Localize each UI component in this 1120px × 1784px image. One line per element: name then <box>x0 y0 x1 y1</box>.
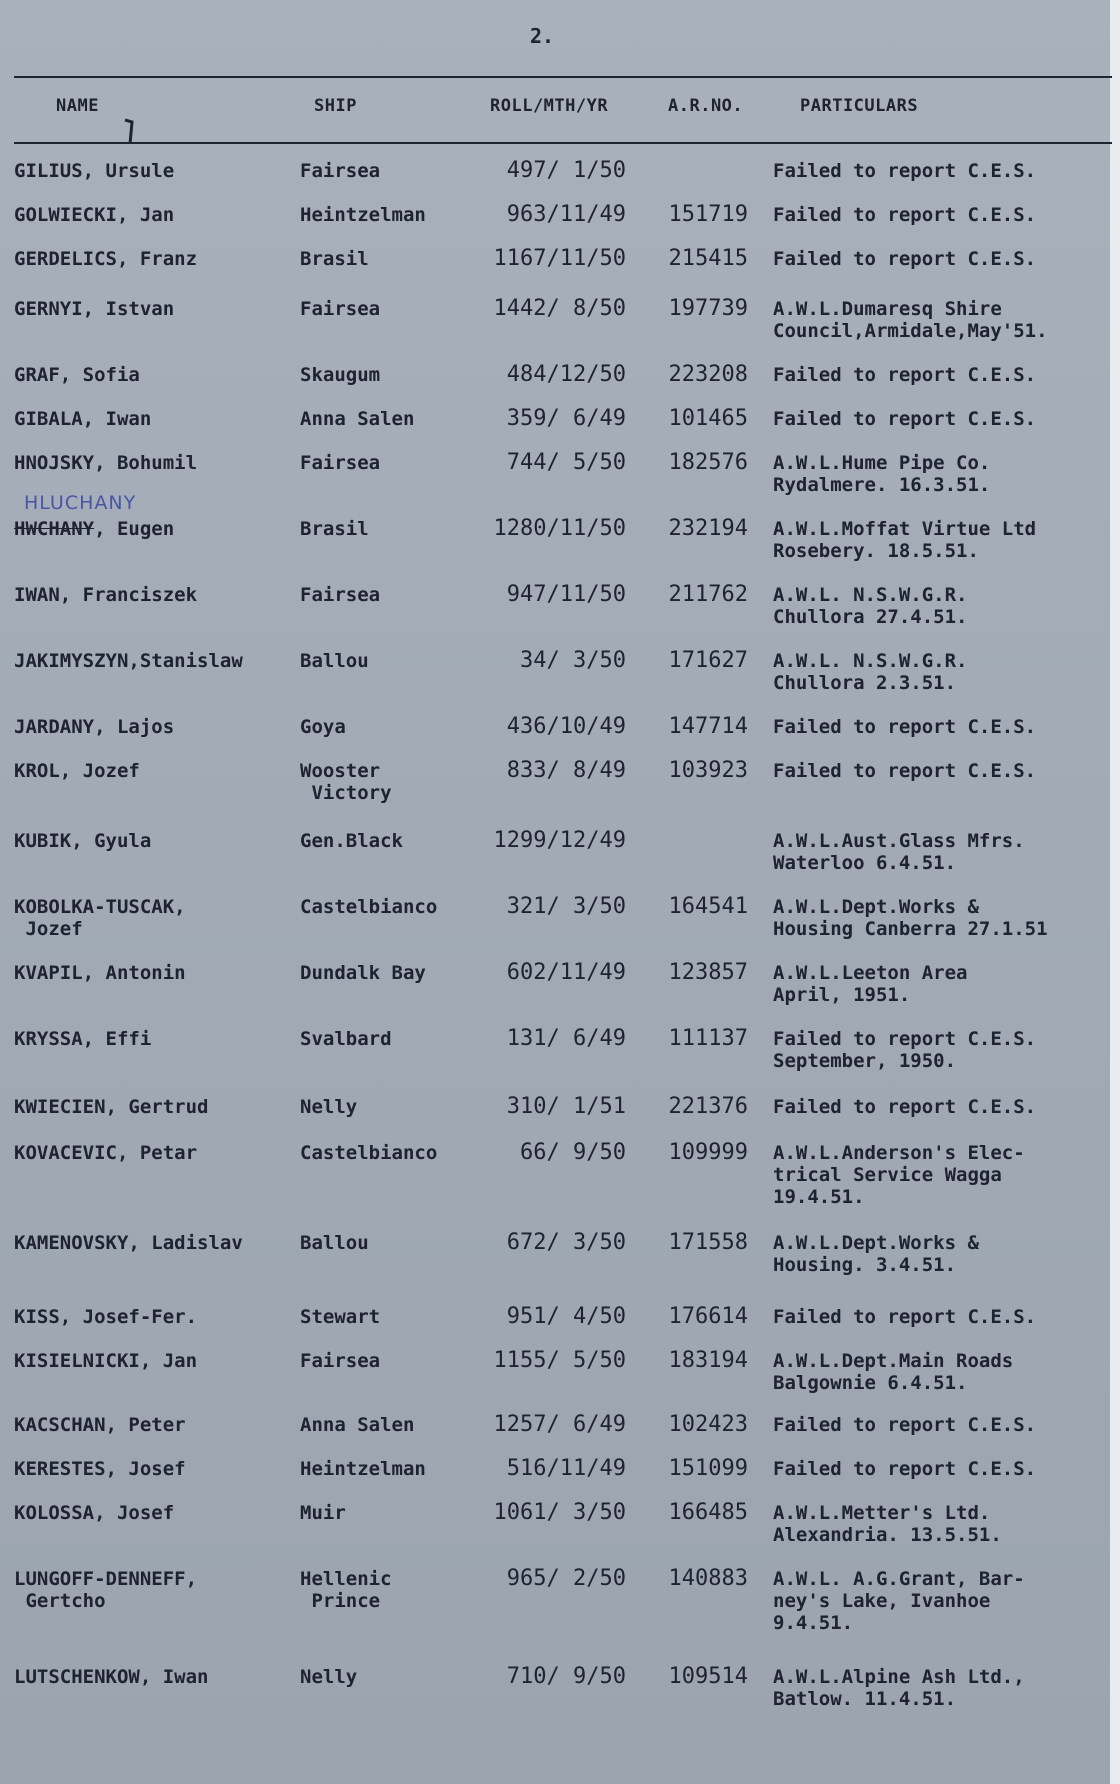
ship-cell: Muir <box>300 1502 346 1524</box>
roll-cell: 1299/12/49 <box>493 828 626 853</box>
name-cell: GERNYI, Istvan <box>14 298 175 320</box>
name-cell: HNOJSKY, Bohumil <box>14 452 198 474</box>
ship-cell: Gen.Black <box>300 830 403 852</box>
name-cell: KOBOLKA-TUSCAK, Jozef <box>14 896 186 940</box>
ship-cell: Brasil <box>300 518 369 540</box>
roll-cell: 1155/ 5/50 <box>493 1348 626 1373</box>
roll-cell: 131/ 6/49 <box>506 1026 626 1051</box>
particulars-cell: A.W.L.Anderson's Elec- trical Service Wagga 19.4.51. <box>773 1142 1025 1208</box>
roll-cell: 1061/ 3/50 <box>493 1500 626 1525</box>
particulars-cell: Failed to report C.E.S. <box>773 716 1037 738</box>
name-cell: KROL, Jozef <box>14 760 140 782</box>
ship-cell: Heintzelman <box>300 204 426 226</box>
ar-number-cell: 166485 <box>668 1500 748 1525</box>
ar-number-cell: 123857 <box>668 960 748 985</box>
particulars-cell: Failed to report C.E.S. <box>773 204 1037 226</box>
ar-number-cell: 176614 <box>668 1304 748 1329</box>
particulars-cell: Failed to report C.E.S. <box>773 1306 1037 1328</box>
roll-cell: 1280/11/50 <box>493 516 626 541</box>
header-ship: SHIP <box>314 96 357 116</box>
name-cell: GILIUS, Ursule <box>14 160 175 182</box>
ar-number-cell: 183194 <box>668 1348 748 1373</box>
header-rule <box>14 142 1112 144</box>
particulars-cell: A.W.L.Dumaresq Shire Council,Armidale,May'51. <box>773 298 1048 342</box>
ar-number-cell: 232194 <box>668 516 748 541</box>
name-cell: KOLOSSA, Josef <box>14 1502 175 1524</box>
name-cell: KAMENOVSKY, Ladislav <box>14 1232 243 1254</box>
roll-cell: 744/ 5/50 <box>506 450 626 475</box>
ar-number-cell: 111137 <box>668 1026 748 1051</box>
ship-cell: Ballou <box>300 650 369 672</box>
ar-number-cell: 109514 <box>668 1664 748 1689</box>
name-cell: KERESTES, Josef <box>14 1458 186 1480</box>
ar-number-cell: 151099 <box>668 1456 748 1481</box>
roll-cell: 66/ 9/50 <box>520 1140 626 1165</box>
particulars-cell: Failed to report C.E.S. <box>773 408 1037 430</box>
particulars-cell: Failed to report C.E.S. <box>773 248 1037 270</box>
particulars-cell: Failed to report C.E.S. September, 1950. <box>773 1028 1037 1072</box>
name-cell: KVAPIL, Antonin <box>14 962 186 984</box>
name-cell: KOVACEVIC, Petar <box>14 1142 198 1164</box>
ship-cell: Wooster Victory <box>300 760 392 804</box>
ar-number-cell: 223208 <box>668 362 748 387</box>
roll-cell: 497/ 1/50 <box>506 158 626 183</box>
roll-cell: 833/ 8/49 <box>506 758 626 783</box>
name-cell: KWIECIEN, Gertrud <box>14 1096 209 1118</box>
particulars-cell: Failed to report C.E.S. <box>773 1458 1037 1480</box>
roll-cell: 516/11/49 <box>506 1456 626 1481</box>
ar-number-cell: 103923 <box>668 758 748 783</box>
name-cell: KACSCHAN, Peter <box>14 1414 186 1436</box>
particulars-cell: Failed to report C.E.S. <box>773 1414 1037 1436</box>
particulars-cell: Failed to report C.E.S. <box>773 364 1037 386</box>
ship-cell: Fairsea <box>300 584 381 606</box>
name-cell: HWCHANY, Eugen <box>14 518 175 540</box>
ar-number-cell: 171558 <box>668 1230 748 1255</box>
ship-cell: Svalbard <box>300 1028 392 1050</box>
ship-cell: Ballou <box>300 1232 369 1254</box>
particulars-cell: A.W.L. N.S.W.G.R. Chullora 27.4.51. <box>773 584 968 628</box>
ar-number-cell: 197739 <box>668 296 748 321</box>
name-cell: GRAF, Sofia <box>14 364 140 386</box>
ship-cell: Goya <box>300 716 346 738</box>
name-cell: LUTSCHENKOW, Iwan <box>14 1666 209 1688</box>
ship-cell: Fairsea <box>300 298 381 320</box>
name-cell: JARDANY, Lajos <box>14 716 175 738</box>
ship-cell: Anna Salen <box>300 408 415 430</box>
roll-cell: 1257/ 6/49 <box>493 1412 626 1437</box>
particulars-cell: A.W.L.Dept.Main Roads Balgownie 6.4.51. <box>773 1350 1014 1394</box>
ship-cell: Hellenic Prince <box>300 1568 392 1612</box>
roll-cell: 484/12/50 <box>506 362 626 387</box>
ar-number-cell: 102423 <box>668 1412 748 1437</box>
particulars-cell: A.W.L.Moffat Virtue Ltd Rosebery. 18.5.51. <box>773 518 1037 562</box>
particulars-cell: A.W.L.Metter's Ltd. Alexandria. 13.5.51. <box>773 1502 1002 1546</box>
particulars-cell: Failed to report C.E.S. <box>773 760 1037 782</box>
name-cell: GIBALA, Iwan <box>14 408 152 430</box>
ship-cell: Castelbianco <box>300 1142 438 1164</box>
roll-cell: 1167/11/50 <box>493 246 626 271</box>
ar-number-cell: 140883 <box>668 1566 748 1591</box>
roll-cell: 1442/ 8/50 <box>493 296 626 321</box>
name-cell: KISIELNICKI, Jan <box>14 1350 198 1372</box>
roll-cell: 672/ 3/50 <box>506 1230 626 1255</box>
particulars-cell: A.W.L.Hume Pipe Co. Rydalmere. 16.3.51. <box>773 452 991 496</box>
roll-cell: 34/ 3/50 <box>520 648 626 673</box>
ship-cell: Heintzelman <box>300 1458 426 1480</box>
ar-number-cell: 101465 <box>668 406 748 431</box>
particulars-cell: A.W.L.Dept.Works & Housing Canberra 27.1.51 <box>773 896 1048 940</box>
ar-number-cell: 221376 <box>668 1094 748 1119</box>
name-cell: KRYSSA, Effi <box>14 1028 152 1050</box>
roll-cell: 602/11/49 <box>506 960 626 985</box>
roll-cell: 951/ 4/50 <box>506 1304 626 1329</box>
roll-cell: 963/11/49 <box>506 202 626 227</box>
roll-cell: 947/11/50 <box>506 582 626 607</box>
name-cell: GOLWIECKI, Jan <box>14 204 175 226</box>
name-cell: KISS, Josef-Fer. <box>14 1306 198 1328</box>
ship-cell: Fairsea <box>300 1350 381 1372</box>
ar-number-cell: 171627 <box>668 648 748 673</box>
roll-cell: 310/ 1/51 <box>506 1094 626 1119</box>
name-cell: GERDELICS, Franz <box>14 248 198 270</box>
page-edge <box>1110 0 1120 1784</box>
header-arno: A.R.NO. <box>668 96 744 116</box>
name-cell: IWAN, Franciszek <box>14 584 198 606</box>
ar-number-cell: 211762 <box>668 582 748 607</box>
header-roll: ROLL/MTH/YR <box>490 96 609 116</box>
roll-cell: 436/10/49 <box>506 714 626 739</box>
ship-cell: Dundalk Bay <box>300 962 426 984</box>
roll-cell: 359/ 6/49 <box>506 406 626 431</box>
ar-number-cell: 164541 <box>668 894 748 919</box>
ar-number-cell: 151719 <box>668 202 748 227</box>
page-number: 2. <box>530 24 555 48</box>
ar-number-cell: 215415 <box>668 246 748 271</box>
ship-cell: Nelly <box>300 1096 358 1118</box>
name-cell: JAKIMYSZYN,Stanislaw <box>14 650 243 672</box>
ar-number-cell: 147714 <box>668 714 748 739</box>
roll-cell: 965/ 2/50 <box>506 1566 626 1591</box>
particulars-cell: A.W.L.Leeton Area April, 1951. <box>773 962 968 1006</box>
top-rule <box>14 76 1112 78</box>
particulars-cell: A.W.L. N.S.W.G.R. Chullora 2.3.51. <box>773 650 968 694</box>
roll-cell: 710/ 9/50 <box>506 1664 626 1689</box>
particulars-cell: A.W.L. A.G.Grant, Bar- ney's Lake, Ivanhoe 9.4.51. <box>773 1568 1025 1634</box>
roll-cell: 321/ 3/50 <box>506 894 626 919</box>
name-cell: KUBIK, Gyula <box>14 830 152 852</box>
ship-cell: Skaugum <box>300 364 381 386</box>
ship-cell: Anna Salen <box>300 1414 415 1436</box>
particulars-cell: A.W.L.Dept.Works & Housing. 3.4.51. <box>773 1232 979 1276</box>
ship-cell: Stewart <box>300 1306 381 1328</box>
ship-cell: Nelly <box>300 1666 358 1688</box>
particulars-cell: Failed to report C.E.S. <box>773 1096 1037 1118</box>
particulars-cell: Failed to report C.E.S. <box>773 160 1037 182</box>
ar-number-cell: 182576 <box>668 450 748 475</box>
particulars-cell: A.W.L.Aust.Glass Mfrs. Waterloo 6.4.51. <box>773 830 1025 874</box>
header-name: NAME <box>56 96 99 116</box>
particulars-cell: A.W.L.Alpine Ash Ltd., Batlow. 11.4.51. <box>773 1666 1025 1710</box>
handwritten-correction: HLUCHANY <box>24 492 137 514</box>
ship-cell: Brasil <box>300 248 369 270</box>
ship-cell: Fairsea <box>300 452 381 474</box>
ship-cell: Castelbianco <box>300 896 438 918</box>
name-cell: LUNGOFF-DENNEFF, Gertcho <box>14 1568 198 1612</box>
ship-cell: Fairsea <box>300 160 381 182</box>
header-particulars: PARTICULARS <box>800 96 919 116</box>
ar-number-cell: 109999 <box>668 1140 748 1165</box>
